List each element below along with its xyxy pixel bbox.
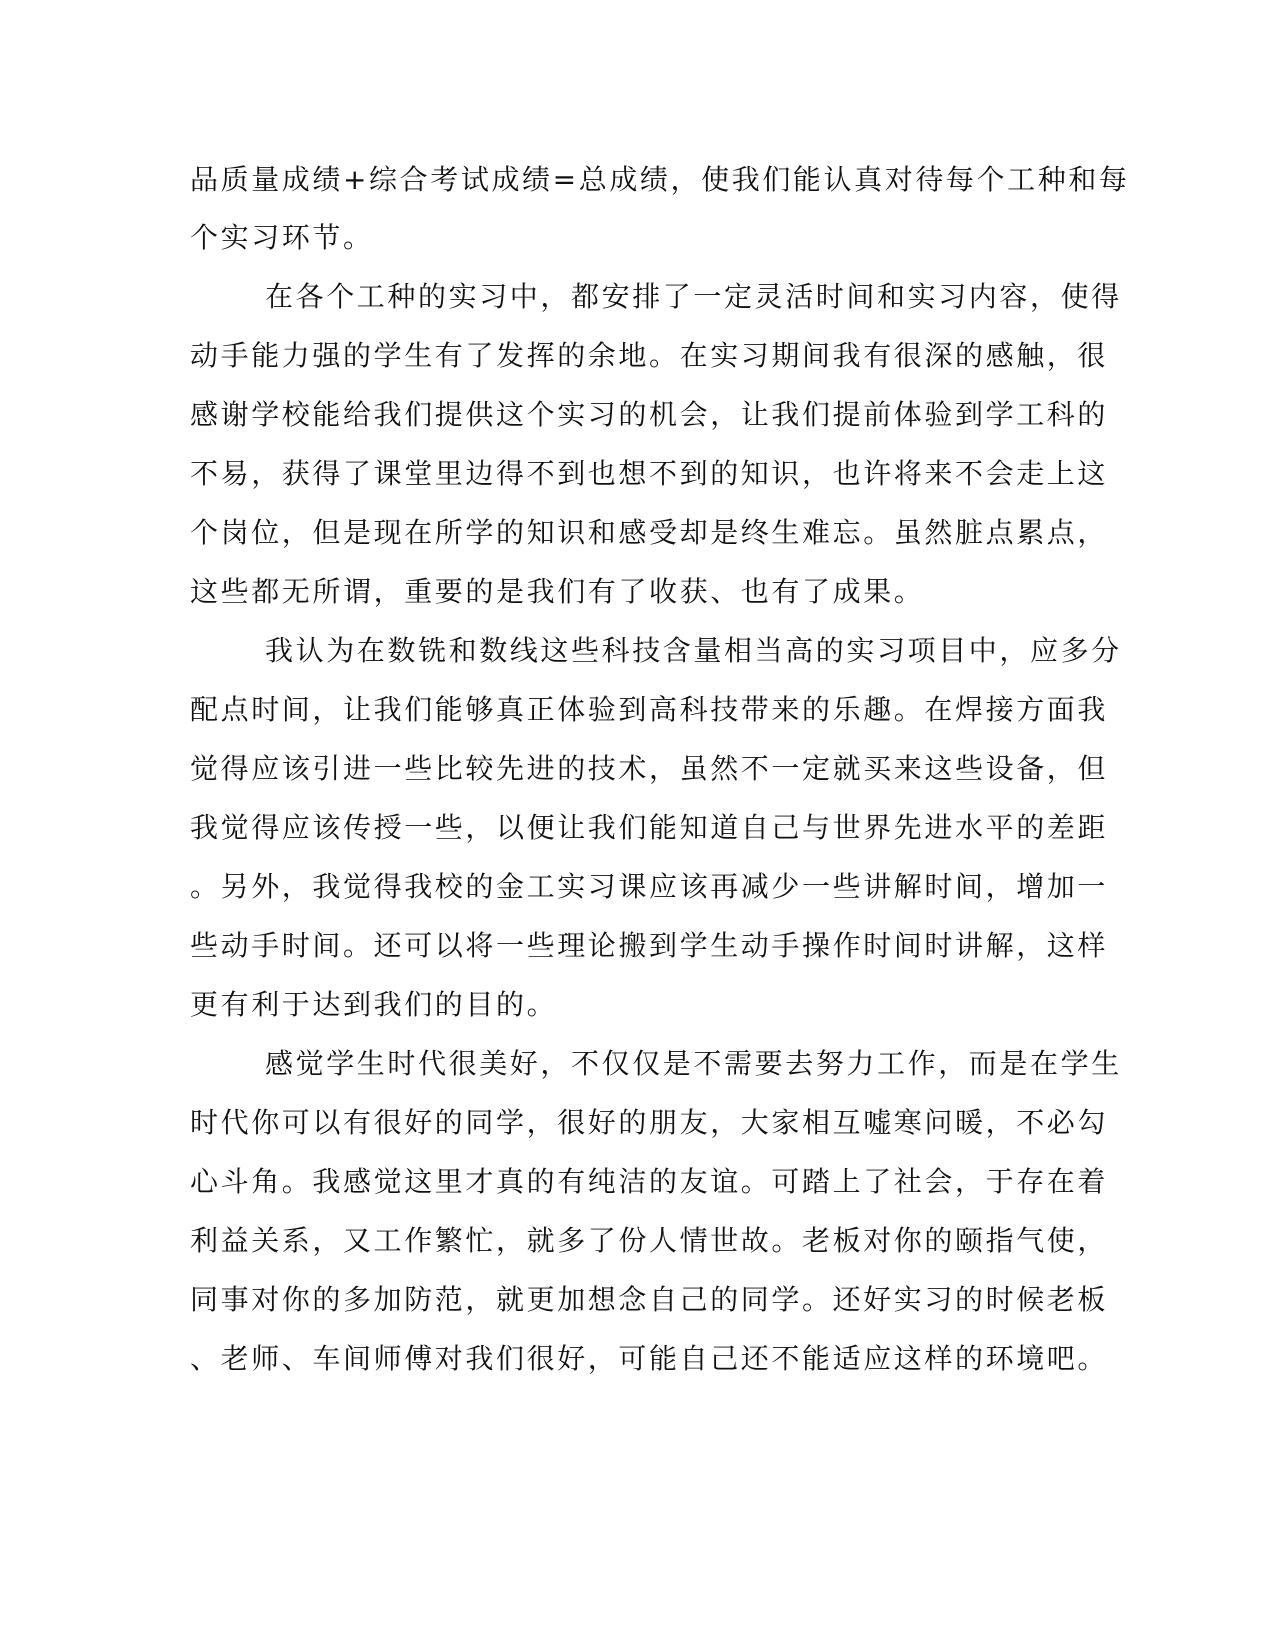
text-line: 动手能力强的学生有了发挥的余地。在实习期间我有很深的感触，很	[190, 339, 1109, 372]
text-line: 觉得应该引进一些比较先进的技术，虽然不一定就买来这些设备，但	[190, 752, 1109, 785]
text-line: 、老师、车间师傅对我们很好，可能自己还不能适应这样的环境吧。	[190, 1342, 1109, 1375]
text-line: 些动手时间。还可以将一些理论搬到学生动手操作时间时讲解，这样	[190, 929, 1109, 962]
text-line: 我觉得应该传授一些，以便让我们能知道自己与世界先进水平的差距	[190, 811, 1109, 844]
text-line: 心斗角。我感觉这里才真的有纯洁的友谊。可踏上了社会，于存在着	[190, 1165, 1109, 1198]
text-line: 配点时间，让我们能够真正体验到高科技带来的乐趣。在焊接方面我	[190, 693, 1109, 726]
text-line: 更有利于达到我们的目的。	[190, 988, 558, 1021]
text-line: 个岗位，但是现在所学的知识和感受却是终生难忘。虽然脏点累点，	[190, 516, 1109, 549]
text-line: 。另外，我觉得我校的金工实习课应该再减少一些讲解时间，增加一	[190, 870, 1109, 903]
paragraph-first-line: 我认为在数铣和数线这些科技含量相当高的实习项目中，应多分	[265, 634, 1122, 667]
paragraph-first-line: 在各个工种的实习中，都安排了一定灵活时间和实习内容，使得	[265, 280, 1122, 313]
text-line: 利益关系，又工作繁忙，就多了份人情世故。老板对你的颐指气使，	[190, 1224, 1109, 1257]
text-line: 这些都无所谓，重要的是我们有了收获、也有了成果。	[190, 575, 925, 608]
text-line: 品质量成绩+综合考试成绩=总成绩，使我们能认真对待每个工种和每	[190, 163, 1130, 196]
text-line: 同事对你的多加防范，就更加想念自己的同学。还好实习的时候老板	[190, 1283, 1109, 1316]
text-line: 不易，获得了课堂里边得不到也想不到的知识，也许将来不会走上这	[190, 457, 1109, 490]
paragraph-first-line: 感觉学生时代很美好，不仅仅是不需要去努力工作，而是在学生	[265, 1047, 1122, 1080]
text-line: 个实习环节。	[190, 221, 374, 254]
text-line: 时代你可以有很好的同学，很好的朋友，大家相互嘘寒问暖，不必勾	[190, 1106, 1109, 1139]
text-line: 感谢学校能给我们提供这个实习的机会，让我们提前体验到学工科的	[190, 398, 1109, 431]
